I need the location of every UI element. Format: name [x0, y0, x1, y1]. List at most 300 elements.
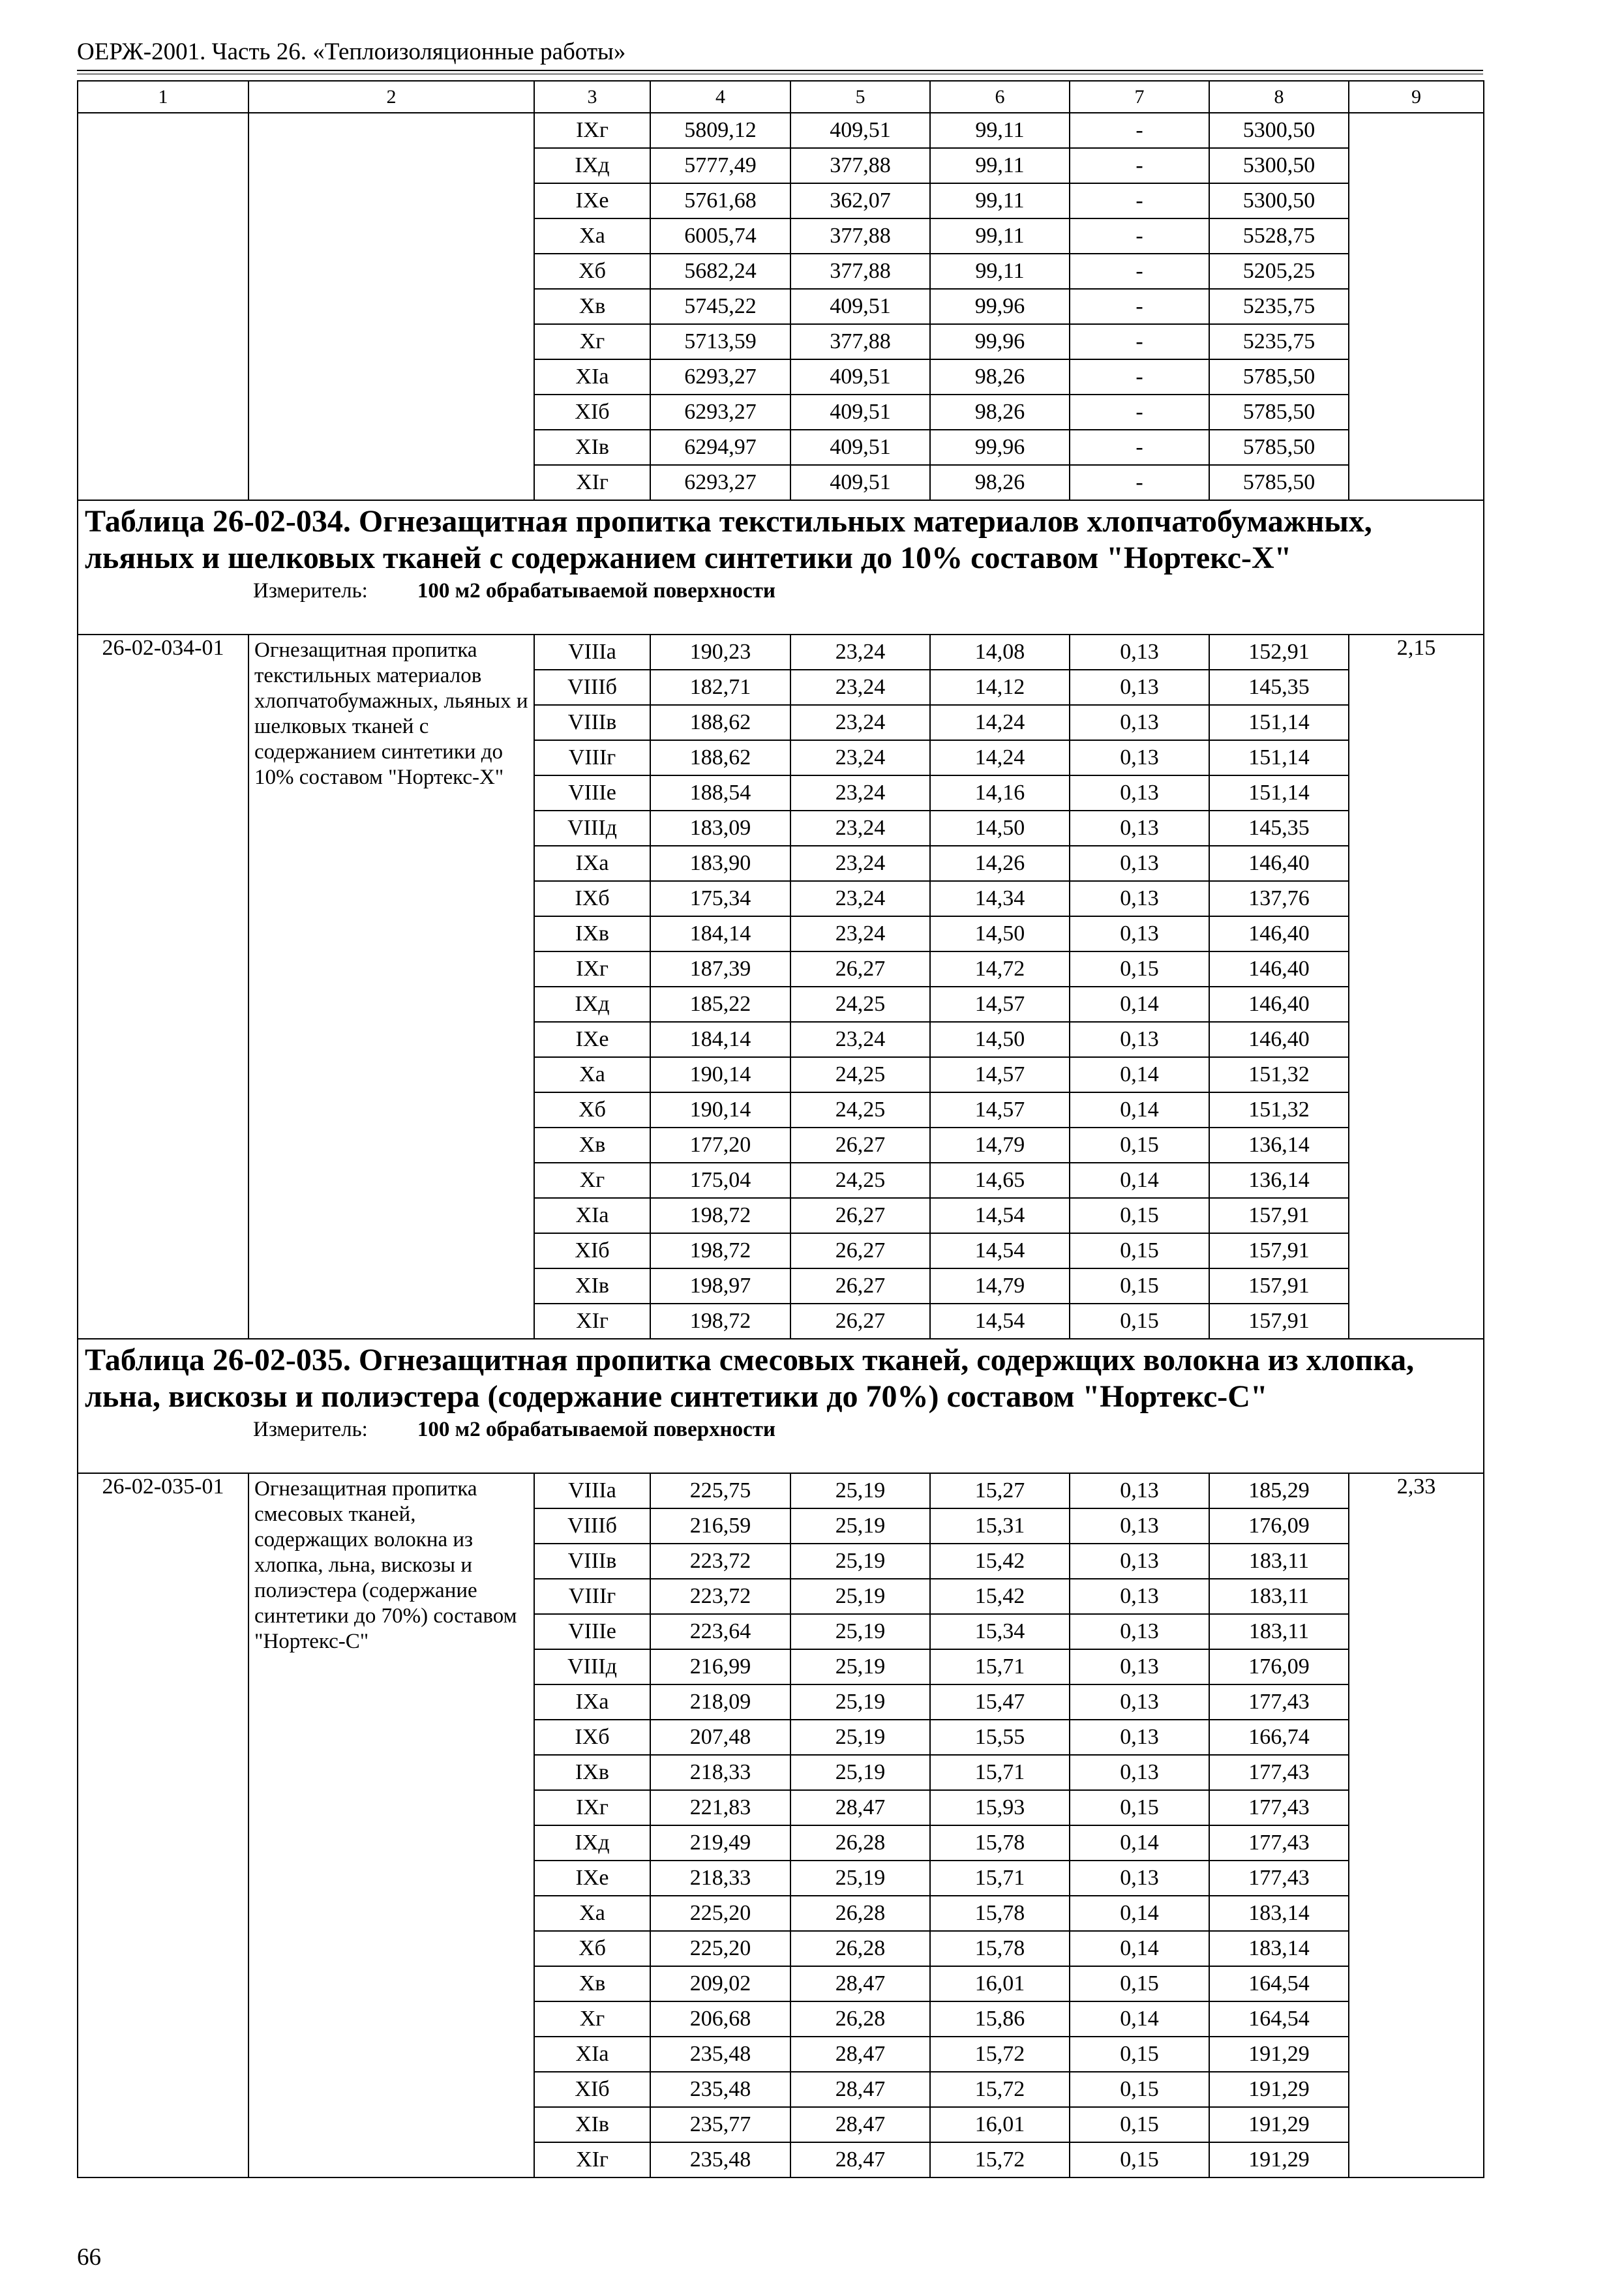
direct-costs-cell: 235,48 [650, 2072, 790, 2107]
direct-costs-cell: 5745,22 [650, 289, 790, 324]
material-costs-cell: 5785,50 [1209, 465, 1349, 500]
table-title-row [78, 500, 1484, 635]
material-costs-cell: 5785,50 [1209, 430, 1349, 465]
rate-description: Огнезащитная пропитка смесовых тканей, содержащих волокна из хлопка, льна, вискозы и полиэстера (содержание синтетики до 70%) составом "Нортекс-С" [248, 1473, 534, 2177]
resource-class-cell: IXб [534, 1720, 650, 1755]
material-costs-cell: 5785,50 [1209, 395, 1349, 430]
machinist-wages-cell: - [1070, 148, 1209, 183]
material-costs-cell: 136,14 [1209, 1128, 1349, 1163]
labor-wages-cell: 23,24 [790, 1022, 930, 1057]
machinist-wages-cell: 0,13 [1070, 1579, 1209, 1614]
machinist-wages-cell: 0,15 [1070, 2107, 1209, 2142]
material-costs-cell: 145,35 [1209, 811, 1349, 846]
empty-col9-cell [1349, 113, 1484, 500]
machine-costs-cell: 15,71 [930, 1861, 1070, 1896]
machine-costs-cell: 16,01 [930, 1966, 1070, 2001]
machine-costs-cell: 15,72 [930, 2037, 1070, 2072]
labor-wages-cell: 25,19 [790, 1544, 930, 1579]
machine-costs-cell: 14,72 [930, 951, 1070, 987]
direct-costs-cell: 218,33 [650, 1861, 790, 1896]
material-costs-cell: 176,09 [1209, 1508, 1349, 1544]
meter-label: Измеритель: [253, 579, 368, 603]
direct-costs-cell: 5713,59 [650, 324, 790, 359]
empty-description-cell [248, 113, 534, 500]
labor-wages-cell: 377,88 [790, 148, 930, 183]
machine-costs-cell: 16,01 [930, 2107, 1070, 2142]
material-costs-cell: 183,11 [1209, 1614, 1349, 1649]
direct-costs-cell: 190,14 [650, 1092, 790, 1128]
machine-costs-cell: 99,11 [930, 148, 1070, 183]
machine-costs-cell: 99,11 [930, 254, 1070, 289]
labor-wages-cell: 24,25 [790, 1057, 930, 1092]
machinist-wages-cell: 0,14 [1070, 1092, 1209, 1128]
labor-wages-cell: 26,28 [790, 2001, 930, 2037]
resource-class-cell: VIIIг [534, 1579, 650, 1614]
resource-class-cell: Xб [534, 1931, 650, 1966]
machinist-wages-cell: 0,15 [1070, 2142, 1209, 2177]
machine-costs-cell: 14,26 [930, 846, 1070, 881]
labor-wages-cell: 26,28 [790, 1931, 930, 1966]
direct-costs-cell: 206,68 [650, 2001, 790, 2037]
machine-costs-cell: 99,96 [930, 430, 1070, 465]
material-costs-cell: 164,54 [1209, 2001, 1349, 2037]
resource-class-cell: XIб [534, 2072, 650, 2107]
machine-costs-cell: 98,26 [930, 359, 1070, 395]
machinist-wages-cell: 0,13 [1070, 705, 1209, 740]
labor-wages-cell: 25,19 [790, 1473, 930, 1508]
labor-wages-cell: 26,28 [790, 1825, 930, 1861]
table-title: Таблица 26-02-034. Огнезащитная пропитка текстильных материалов хлопчатобумажных, льяных и шелковых тканей с содержанием синтетики до 10% составом "Нортекс-X" [85, 504, 1372, 575]
labor-wages-cell: 26,28 [790, 1896, 930, 1931]
labor-wages-cell: 409,51 [790, 113, 930, 148]
direct-costs-cell: 6293,27 [650, 465, 790, 500]
direct-costs-cell: 198,72 [650, 1233, 790, 1268]
rate-code: 26-02-034-01 [78, 635, 248, 1339]
direct-costs-cell: 6293,27 [650, 359, 790, 395]
meter-line [253, 1416, 1483, 1443]
meter-label: Измеритель: [253, 1418, 368, 1441]
machinist-wages-cell: 0,14 [1070, 987, 1209, 1022]
material-costs-cell: 151,14 [1209, 740, 1349, 775]
machine-costs-cell: 15,42 [930, 1579, 1070, 1614]
direct-costs-cell: 235,48 [650, 2037, 790, 2072]
material-costs-cell: 5528,75 [1209, 218, 1349, 254]
running-header: ОЕРЖ-2001. Часть 26. «Теплоизоляционные работы» [77, 38, 626, 65]
machine-costs-cell: 14,12 [930, 670, 1070, 705]
column-number: 3 [534, 81, 650, 113]
machinist-wages-cell: 0,15 [1070, 2072, 1209, 2107]
table-title: Таблица 26-02-035. Огнезащитная пропитка смесовых тканей, содержщих волокна из хлопка, льна, вискозы и полиэстера (содержание синтетики до 70%) составом "Нортекс-С" [85, 1343, 1415, 1414]
material-costs-cell: 191,29 [1209, 2142, 1349, 2177]
labor-wages-cell: 409,51 [790, 395, 930, 430]
labor-wages-cell: 23,24 [790, 635, 930, 670]
machine-costs-cell: 15,72 [930, 2072, 1070, 2107]
table-title-row [78, 1339, 1484, 1473]
table-row [78, 113, 1484, 148]
machine-costs-cell: 15,42 [930, 1544, 1070, 1579]
labor-wages-cell: 23,24 [790, 670, 930, 705]
machinist-wages-cell: 0,13 [1070, 846, 1209, 881]
labor-wages-cell: 362,07 [790, 183, 930, 218]
direct-costs-cell: 177,20 [650, 1128, 790, 1163]
resource-class-cell: IXа [534, 846, 650, 881]
material-costs-cell: 177,43 [1209, 1861, 1349, 1896]
machinist-wages-cell: 0,13 [1070, 881, 1209, 916]
material-costs-cell: 183,11 [1209, 1579, 1349, 1614]
material-costs-cell: 157,91 [1209, 1304, 1349, 1339]
direct-costs-cell: 225,75 [650, 1473, 790, 1508]
material-costs-cell: 164,54 [1209, 1966, 1349, 2001]
column-number: 7 [1070, 81, 1209, 113]
resource-class-cell: Xв [534, 1966, 650, 2001]
material-costs-cell: 5205,25 [1209, 254, 1349, 289]
resource-class-cell: Xб [534, 1092, 650, 1128]
labor-wages-cell: 26,27 [790, 1128, 930, 1163]
machinist-wages-cell: - [1070, 254, 1209, 289]
machine-costs-cell: 15,78 [930, 1825, 1070, 1861]
machinist-wages-cell: 0,13 [1070, 1649, 1209, 1684]
material-costs-cell: 191,29 [1209, 2072, 1349, 2107]
labor-wages-cell: 23,24 [790, 881, 930, 916]
resource-class-cell: VIIIв [534, 1544, 650, 1579]
machinist-wages-cell: 0,13 [1070, 1720, 1209, 1755]
labor-wages-cell: 409,51 [790, 289, 930, 324]
resource-class-cell: Xг [534, 1163, 650, 1198]
page-number: 66 [77, 2244, 101, 2271]
resource-class-cell: IXе [534, 183, 650, 218]
machine-costs-cell: 14,65 [930, 1163, 1070, 1198]
machine-costs-cell: 14,50 [930, 916, 1070, 951]
col9-value: 2,15 [1349, 635, 1484, 1339]
machine-costs-cell: 99,11 [930, 113, 1070, 148]
direct-costs-cell: 6005,74 [650, 218, 790, 254]
machinist-wages-cell: - [1070, 113, 1209, 148]
resource-class-cell: VIIIа [534, 1473, 650, 1508]
resource-class-cell: VIIIб [534, 670, 650, 705]
resource-class-cell: IXд [534, 1825, 650, 1861]
resource-class-cell: IXе [534, 1861, 650, 1896]
resource-class-cell: Xа [534, 1896, 650, 1931]
machine-costs-cell: 99,11 [930, 218, 1070, 254]
resource-class-cell: Xг [534, 324, 650, 359]
machinist-wages-cell: - [1070, 218, 1209, 254]
labor-wages-cell: 28,47 [790, 1966, 930, 2001]
machinist-wages-cell: 0,13 [1070, 1614, 1209, 1649]
machine-costs-cell: 15,31 [930, 1508, 1070, 1544]
labor-wages-cell: 25,19 [790, 1861, 930, 1896]
table-row [78, 1473, 1484, 1508]
machine-costs-cell: 14,54 [930, 1304, 1070, 1339]
machine-costs-cell: 14,79 [930, 1268, 1070, 1304]
resource-class-cell: IXд [534, 987, 650, 1022]
machine-costs-cell: 14,54 [930, 1233, 1070, 1268]
material-costs-cell: 146,40 [1209, 846, 1349, 881]
machine-costs-cell: 15,78 [930, 1931, 1070, 1966]
machine-costs-cell: 14,34 [930, 881, 1070, 916]
machine-costs-cell: 99,11 [930, 183, 1070, 218]
labor-wages-cell: 25,19 [790, 1649, 930, 1684]
resource-class-cell: Xа [534, 1057, 650, 1092]
machine-costs-cell: 14,50 [930, 1022, 1070, 1057]
labor-wages-cell: 25,19 [790, 1614, 930, 1649]
material-costs-cell: 177,43 [1209, 1825, 1349, 1861]
column-number: 8 [1209, 81, 1349, 113]
direct-costs-cell: 190,14 [650, 1057, 790, 1092]
material-costs-cell: 177,43 [1209, 1790, 1349, 1825]
material-costs-cell: 177,43 [1209, 1684, 1349, 1720]
resource-class-cell: VIIIе [534, 1614, 650, 1649]
machine-costs-cell: 15,86 [930, 2001, 1070, 2037]
machine-costs-cell: 15,71 [930, 1649, 1070, 1684]
direct-costs-cell: 185,22 [650, 987, 790, 1022]
rates-table [77, 80, 1484, 2178]
direct-costs-cell: 216,99 [650, 1649, 790, 1684]
material-costs-cell: 166,74 [1209, 1720, 1349, 1755]
resource-class-cell: IXв [534, 916, 650, 951]
machine-costs-cell: 15,72 [930, 2142, 1070, 2177]
machinist-wages-cell: - [1070, 183, 1209, 218]
resource-class-cell: XIб [534, 395, 650, 430]
direct-costs-cell: 216,59 [650, 1508, 790, 1544]
resource-class-cell: Xв [534, 289, 650, 324]
machinist-wages-cell: 0,15 [1070, 1198, 1209, 1233]
machinist-wages-cell: 0,15 [1070, 951, 1209, 987]
header-rule [77, 70, 1483, 71]
direct-costs-cell: 5761,68 [650, 183, 790, 218]
machinist-wages-cell: 0,15 [1070, 1128, 1209, 1163]
labor-wages-cell: 25,19 [790, 1508, 930, 1544]
direct-costs-cell: 225,20 [650, 1896, 790, 1931]
machinist-wages-cell: 0,13 [1070, 1755, 1209, 1790]
direct-costs-cell: 175,04 [650, 1163, 790, 1198]
machine-costs-cell: 98,26 [930, 395, 1070, 430]
direct-costs-cell: 184,14 [650, 1022, 790, 1057]
labor-wages-cell: 409,51 [790, 430, 930, 465]
machinist-wages-cell: 0,13 [1070, 1473, 1209, 1508]
meter-unit: 100 м2 обрабатываемой поверхности [417, 1418, 775, 1441]
resource-class-cell: XIа [534, 2037, 650, 2072]
labor-wages-cell: 23,24 [790, 916, 930, 951]
material-costs-cell: 151,14 [1209, 705, 1349, 740]
direct-costs-cell: 198,72 [650, 1198, 790, 1233]
direct-costs-cell: 184,14 [650, 916, 790, 951]
direct-costs-cell: 5809,12 [650, 113, 790, 148]
labor-wages-cell: 23,24 [790, 846, 930, 881]
material-costs-cell: 5300,50 [1209, 183, 1349, 218]
machinist-wages-cell: 0,14 [1070, 1057, 1209, 1092]
material-costs-cell: 152,91 [1209, 635, 1349, 670]
machinist-wages-cell: 0,13 [1070, 1684, 1209, 1720]
resource-class-cell: XIв [534, 2107, 650, 2142]
material-costs-cell: 5235,75 [1209, 289, 1349, 324]
material-costs-cell: 191,29 [1209, 2037, 1349, 2072]
material-costs-cell: 151,32 [1209, 1057, 1349, 1092]
labor-wages-cell: 25,19 [790, 1579, 930, 1614]
resource-class-cell: IXе [534, 1022, 650, 1057]
resource-class-cell: IXг [534, 113, 650, 148]
machinist-wages-cell: 0,14 [1070, 1896, 1209, 1931]
machinist-wages-cell: 0,13 [1070, 1544, 1209, 1579]
resource-class-cell: VIIIд [534, 1649, 650, 1684]
labor-wages-cell: 23,24 [790, 705, 930, 740]
material-costs-cell: 151,14 [1209, 775, 1349, 811]
rate-description: Огнезащитная пропитка текстильных материалов хлопчатобумажных, льяных и шелковых тканей с содержанием синтетики до 10% составом "Нортекс-X" [248, 635, 534, 1339]
column-number: 1 [78, 81, 248, 113]
resource-class-cell: IXг [534, 951, 650, 987]
material-costs-cell: 5235,75 [1209, 324, 1349, 359]
machine-costs-cell: 14,79 [930, 1128, 1070, 1163]
labor-wages-cell: 24,25 [790, 1163, 930, 1198]
material-costs-cell: 137,76 [1209, 881, 1349, 916]
labor-wages-cell: 24,25 [790, 1092, 930, 1128]
resource-class-cell: IXг [534, 1790, 650, 1825]
material-costs-cell: 5300,50 [1209, 113, 1349, 148]
machine-costs-cell: 14,24 [930, 740, 1070, 775]
material-costs-cell: 5300,50 [1209, 148, 1349, 183]
machine-costs-cell: 98,26 [930, 465, 1070, 500]
labor-wages-cell: 25,19 [790, 1720, 930, 1755]
resource-class-cell: VIIIе [534, 775, 650, 811]
labor-wages-cell: 26,27 [790, 1304, 930, 1339]
machine-costs-cell: 15,47 [930, 1684, 1070, 1720]
resource-class-cell: Xг [534, 2001, 650, 2037]
labor-wages-cell: 26,27 [790, 951, 930, 987]
direct-costs-cell: 218,09 [650, 1684, 790, 1720]
machine-costs-cell: 14,57 [930, 1057, 1070, 1092]
resource-class-cell: IXд [534, 148, 650, 183]
resource-class-cell: VIIIд [534, 811, 650, 846]
machinist-wages-cell: 0,13 [1070, 635, 1209, 670]
direct-costs-cell: 221,83 [650, 1790, 790, 1825]
resource-class-cell: IXа [534, 1684, 650, 1720]
machine-costs-cell: 14,24 [930, 705, 1070, 740]
direct-costs-cell: 198,72 [650, 1304, 790, 1339]
machine-costs-cell: 14,08 [930, 635, 1070, 670]
machinist-wages-cell: - [1070, 289, 1209, 324]
machinist-wages-cell: - [1070, 465, 1209, 500]
direct-costs-cell: 198,97 [650, 1268, 790, 1304]
column-number: 9 [1349, 81, 1484, 113]
machinist-wages-cell: - [1070, 359, 1209, 395]
material-costs-cell: 146,40 [1209, 916, 1349, 951]
resource-class-cell: XIг [534, 2142, 650, 2177]
resource-class-cell: VIIIб [534, 1508, 650, 1544]
labor-wages-cell: 23,24 [790, 775, 930, 811]
material-costs-cell: 191,29 [1209, 2107, 1349, 2142]
machine-costs-cell: 14,16 [930, 775, 1070, 811]
labor-wages-cell: 409,51 [790, 359, 930, 395]
material-costs-cell: 177,43 [1209, 1755, 1349, 1790]
labor-wages-cell: 23,24 [790, 811, 930, 846]
direct-costs-cell: 183,90 [650, 846, 790, 881]
direct-costs-cell: 5682,24 [650, 254, 790, 289]
material-costs-cell: 157,91 [1209, 1198, 1349, 1233]
machinist-wages-cell: 0,15 [1070, 1268, 1209, 1304]
resource-class-cell: XIа [534, 1198, 650, 1233]
resource-class-cell: VIIIа [534, 635, 650, 670]
material-costs-cell: 146,40 [1209, 987, 1349, 1022]
labor-wages-cell: 409,51 [790, 465, 930, 500]
direct-costs-cell: 5777,49 [650, 148, 790, 183]
resource-class-cell: Xа [534, 218, 650, 254]
labor-wages-cell: 28,47 [790, 1790, 930, 1825]
machine-costs-cell: 15,71 [930, 1755, 1070, 1790]
machinist-wages-cell: 0,15 [1070, 1304, 1209, 1339]
material-costs-cell: 183,14 [1209, 1896, 1349, 1931]
direct-costs-cell: 223,72 [650, 1579, 790, 1614]
direct-costs-cell: 218,33 [650, 1755, 790, 1790]
material-costs-cell: 157,91 [1209, 1233, 1349, 1268]
meter-unit: 100 м2 обрабатываемой поверхности [417, 579, 775, 603]
column-number: 2 [248, 81, 534, 113]
material-costs-cell: 157,91 [1209, 1268, 1349, 1304]
labor-wages-cell: 28,47 [790, 2142, 930, 2177]
column-number: 4 [650, 81, 790, 113]
material-costs-cell: 176,09 [1209, 1649, 1349, 1684]
material-costs-cell: 145,35 [1209, 670, 1349, 705]
direct-costs-cell: 207,48 [650, 1720, 790, 1755]
labor-wages-cell: 28,47 [790, 2107, 930, 2142]
machinist-wages-cell: 0,13 [1070, 916, 1209, 951]
direct-costs-cell: 6294,97 [650, 430, 790, 465]
machine-costs-cell: 14,57 [930, 987, 1070, 1022]
machine-costs-cell: 15,78 [930, 1896, 1070, 1931]
rate-code: 26-02-035-01 [78, 1473, 248, 2177]
resource-class-cell: XIг [534, 1304, 650, 1339]
material-costs-cell: 183,11 [1209, 1544, 1349, 1579]
labor-wages-cell: 25,19 [790, 1755, 930, 1790]
machinist-wages-cell: 0,13 [1070, 775, 1209, 811]
material-costs-cell: 146,40 [1209, 1022, 1349, 1057]
machinist-wages-cell: 0,13 [1070, 740, 1209, 775]
direct-costs-cell: 188,54 [650, 775, 790, 811]
material-costs-cell: 185,29 [1209, 1473, 1349, 1508]
machine-costs-cell: 14,57 [930, 1092, 1070, 1128]
machinist-wages-cell: 0,13 [1070, 670, 1209, 705]
machinist-wages-cell: 0,14 [1070, 2001, 1209, 2037]
direct-costs-cell: 183,09 [650, 811, 790, 846]
machinist-wages-cell: - [1070, 324, 1209, 359]
direct-costs-cell: 188,62 [650, 740, 790, 775]
machinist-wages-cell: 0,13 [1070, 1861, 1209, 1896]
table-title-cell [78, 500, 1484, 635]
direct-costs-cell: 6293,27 [650, 395, 790, 430]
machine-costs-cell: 99,96 [930, 289, 1070, 324]
material-costs-cell: 151,32 [1209, 1092, 1349, 1128]
direct-costs-cell: 175,34 [650, 881, 790, 916]
machinist-wages-cell: 0,14 [1070, 1163, 1209, 1198]
machine-costs-cell: 14,54 [930, 1198, 1070, 1233]
labor-wages-cell: 25,19 [790, 1684, 930, 1720]
meter-line [253, 578, 1483, 604]
machine-costs-cell: 15,27 [930, 1473, 1070, 1508]
resource-class-cell: Xв [534, 1128, 650, 1163]
empty-code-cell [78, 113, 248, 500]
resource-class-cell: Xб [534, 254, 650, 289]
column-number: 6 [930, 81, 1070, 113]
machinist-wages-cell: 0,14 [1070, 1825, 1209, 1861]
direct-costs-cell: 209,02 [650, 1966, 790, 2001]
machinist-wages-cell: 0,13 [1070, 1508, 1209, 1544]
machinist-wages-cell: 0,15 [1070, 2037, 1209, 2072]
resource-class-cell: IXв [534, 1755, 650, 1790]
machinist-wages-cell: 0,15 [1070, 1233, 1209, 1268]
labor-wages-cell: 377,88 [790, 254, 930, 289]
machinist-wages-cell: - [1070, 395, 1209, 430]
column-number-row [78, 81, 1484, 113]
material-costs-cell: 5785,50 [1209, 359, 1349, 395]
direct-costs-cell: 223,64 [650, 1614, 790, 1649]
